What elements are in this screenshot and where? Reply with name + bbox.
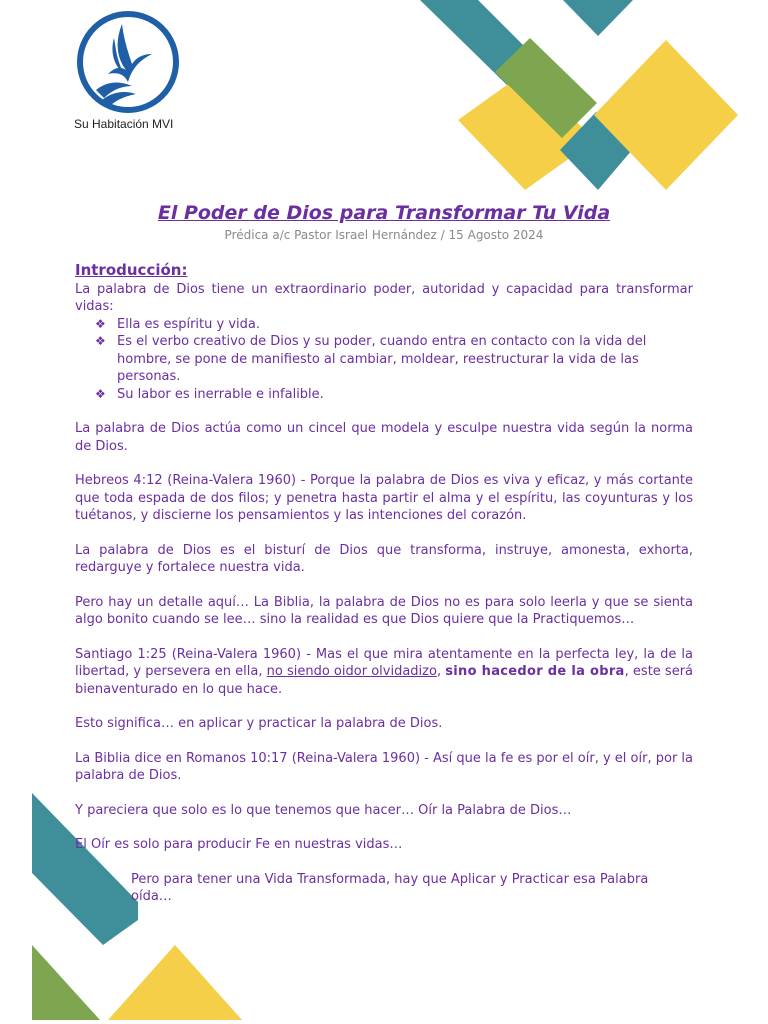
diamond-bullet-icon: ❖	[95, 386, 106, 401]
green-triangle-bottom	[32, 945, 100, 1020]
list-item	[95, 316, 693, 334]
santiago-sep: ,	[436, 664, 446, 679]
santiago-text-b: , este será bienaventurado en lo que hace.	[75, 664, 694, 697]
dove-logo-icon	[70, 8, 190, 116]
diamond-bullet-icon: ❖	[95, 334, 106, 348]
paragraph-pareciera: Y pareciera que solo es lo que tenemos que hacer… Oír la Palabra de Dios…	[75, 802, 572, 818]
paragraph-significa: Esto significa… en aplicar y practicar la palabra de Dios.	[75, 716, 443, 731]
bullet-text: Ella es espíritu y vida.	[117, 316, 260, 332]
diamond-bullet-icon: ❖	[95, 316, 106, 331]
bullet-text: Es el verbo creativo de Dios y su poder, cuando entra en contacto con la vida del hombre, se pone de manifiesto al cambiar, moldear, reestructurar la vida de las personas.	[117, 334, 647, 384]
page-title: El Poder de Dios para Transformar Tu Vida	[157, 202, 611, 224]
paragraph-bisturi: La palabra de Dios es el bisturí de Dios que transforma, instruye, amonesta, exhorta, redarguye y fortalece nuestra vida.	[75, 542, 693, 575]
intro-bullet-list	[75, 316, 693, 404]
logo-caption: Su Habitación MVI	[74, 117, 174, 131]
teal-triangle-top-right	[563, 0, 633, 36]
santiago-text-a: Santiago 1:25 (Reina-Valera 1960) - Mas el que mira atentamente en la perfecta ley, la de la libertad, y persevera en ella,	[75, 646, 693, 679]
sermon-content	[75, 262, 693, 923]
paragraph-santiago	[75, 646, 693, 699]
paragraph-cincel: La palabra de Dios actúa como un cincel que modela y esculpe nuestra vida según la norma de Dios.	[75, 421, 693, 454]
intro-lead: La palabra de Dios tiene un extraordinario poder, autoridad y capacidad para transformar vidas:	[75, 281, 693, 314]
santiago-underlined: no siendo oidor olvidadizo	[266, 664, 437, 679]
paragraph-oir: El Oír es solo para producir Fe en nuestras vidas…	[75, 837, 403, 852]
page-subtitle: Prédica a/c Pastor Israel Hernández / 15 Agosto 2024	[224, 228, 544, 242]
santiago-bold: sino hacedor de la obra	[445, 664, 625, 679]
intro-heading: Introducción:	[75, 261, 188, 279]
bullet-text: Su labor es inerrable e infalible.	[117, 386, 324, 402]
paragraph-closing: Pero para tener una Vida Transformada, hay que Aplicar y Practicar esa Palabra oída…	[131, 871, 649, 904]
paragraph-detalle: Pero hay un detalle aquí… La Biblia, la palabra de Dios no es para solo leerla y que se sienta algo bonito cuando se lee… sino la realidad es que Dios quiere que la Practiquemos…	[75, 594, 693, 627]
list-item	[95, 386, 693, 404]
list-item	[95, 333, 693, 386]
paragraph-romanos: La Biblia dice en Romanos 10:17 (Reina-Valera 1960) - Así que la fe es por el oír, y el oír, por la palabra de Dios.	[75, 750, 693, 783]
yellow-triangle-bottom	[108, 945, 242, 1020]
paragraph-hebreos: Hebreos 4:12 (Reina-Valera 1960) - Porque la palabra de Dios es viva y eficaz, y más cortante que toda espada de dos filos; y penetra hasta partir el alma y el espíritu, las coyunturas y los tuétanos, y discierne los pensamientos y las intenciones del corazón.	[75, 473, 693, 523]
